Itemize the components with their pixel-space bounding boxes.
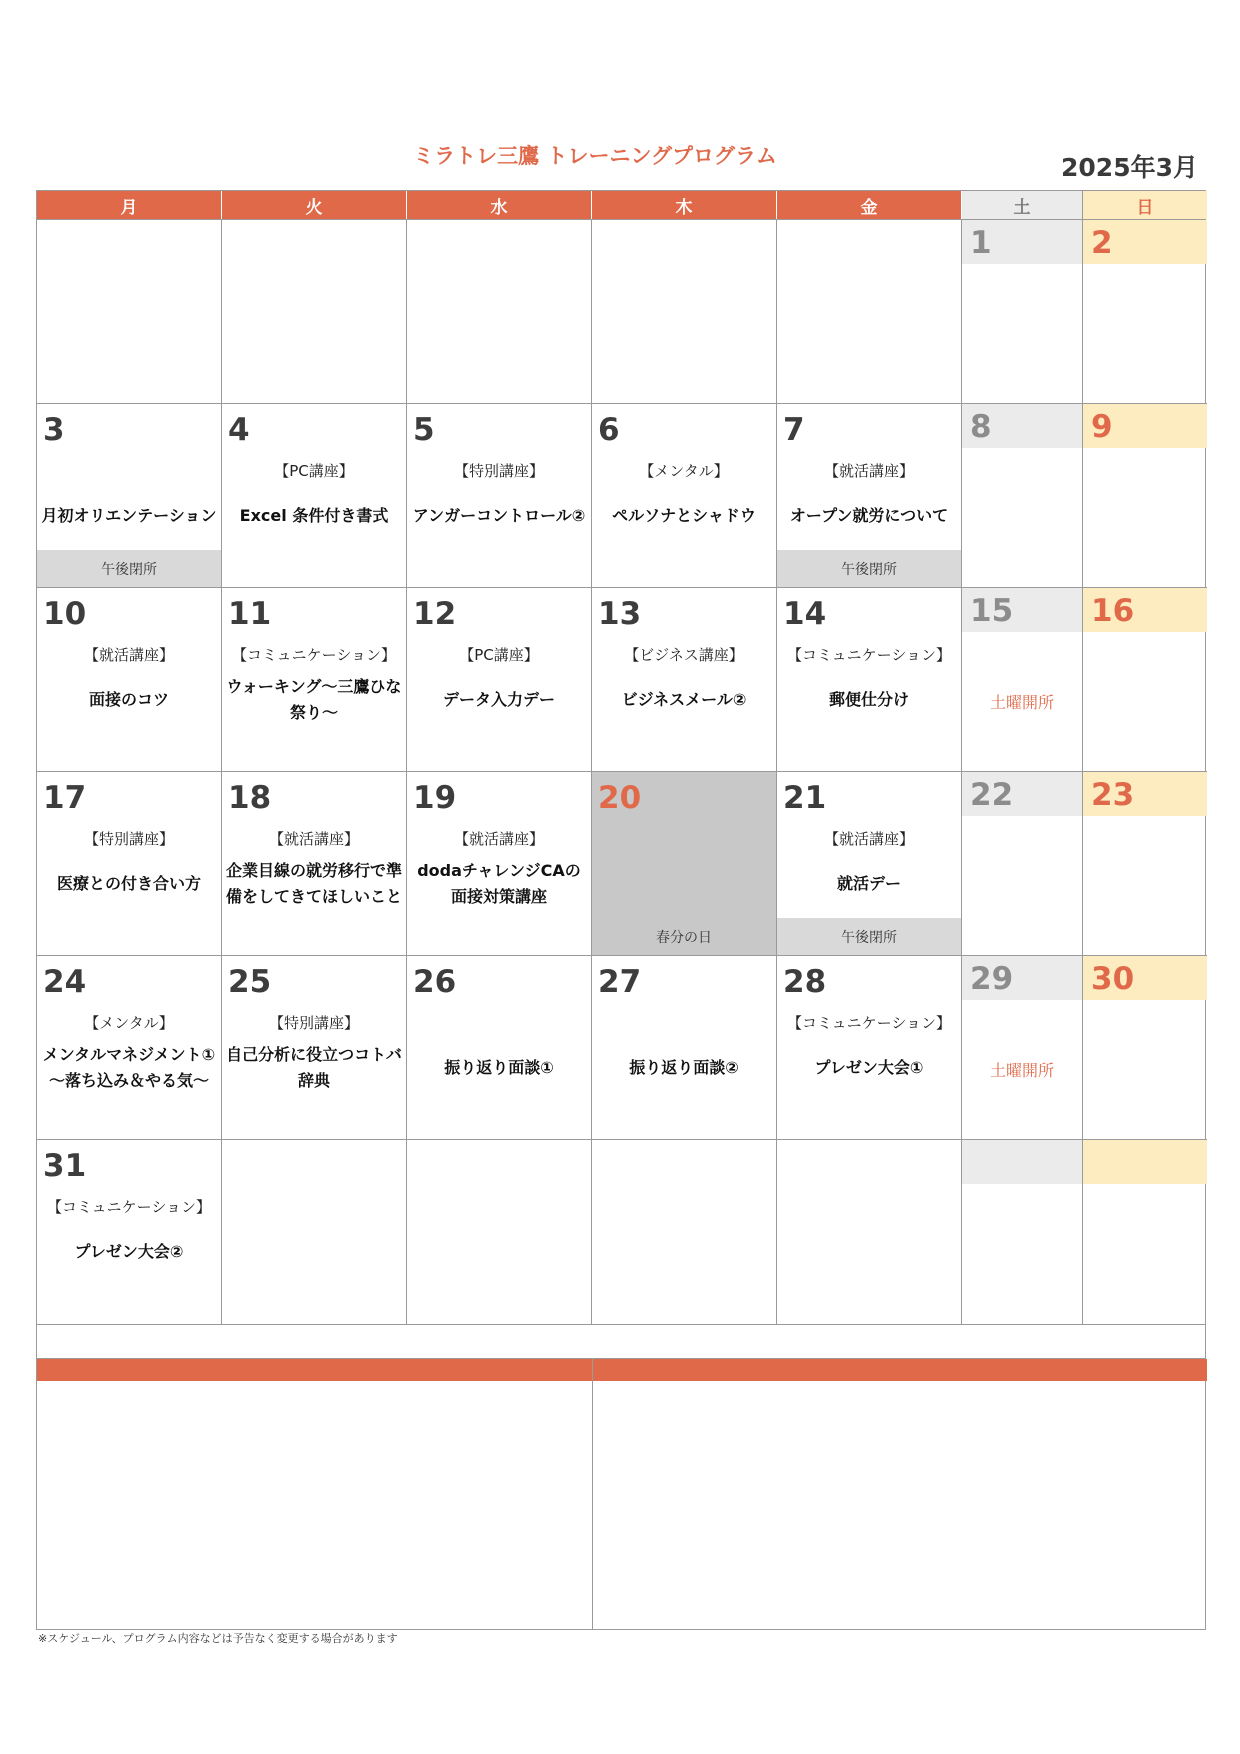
event-title: ウォーキング～三鷹ひな祭り～ <box>226 677 402 722</box>
closure-note: 春分の日 <box>656 929 712 946</box>
calendar-cell <box>37 956 222 1140</box>
calendar-grid <box>37 219 1205 1324</box>
event-category: 【コミュニケーション】 <box>786 1014 952 1032</box>
weekday-fri: 金 <box>777 191 962 219</box>
day-number: 21 <box>783 780 827 816</box>
notes-right-header <box>593 1359 1207 1381</box>
calendar-cell <box>407 588 592 772</box>
event-title: 振り返り面談② <box>629 1058 739 1077</box>
event-title: 企業目線の就労移行で準備をしてきてほしいこと <box>226 861 403 906</box>
event-category: 【PC講座】 <box>274 462 354 480</box>
weekday-sat: 土 <box>962 191 1083 219</box>
calendar-cell <box>222 772 407 956</box>
event-title: メンタルマネジメント①～落ち込み＆やる気～ <box>42 1045 216 1090</box>
day-number: 19 <box>413 780 457 816</box>
day-number: 20 <box>598 780 642 816</box>
event-title: アンガーコントロール② <box>412 506 586 525</box>
event-category: 【メンタル】 <box>639 462 729 480</box>
calendar-cell <box>37 220 222 404</box>
calendar-cell <box>222 588 407 772</box>
calendar-cell <box>222 956 407 1140</box>
event-category: 【コミュニケーション】 <box>46 1198 212 1216</box>
notes-left-body <box>37 1381 592 1629</box>
calendar-cell <box>37 1140 222 1324</box>
calendar-cell <box>407 956 592 1140</box>
calendar-cell <box>962 772 1083 956</box>
event-category: 【就活講座】 <box>823 830 914 848</box>
saturday-open-note: 土曜開所 <box>989 693 1054 712</box>
event-category: 【特別講座】 <box>453 462 544 480</box>
day-number: 14 <box>783 596 827 632</box>
event-title: オープン就労について <box>789 506 949 525</box>
calendar-cell <box>1083 772 1207 956</box>
event-title: 面接のコツ <box>88 690 169 709</box>
day-number: 26 <box>413 964 457 1000</box>
calendar-cell <box>1083 956 1207 1140</box>
calendar-cell <box>37 404 222 588</box>
event-category: 【特別講座】 <box>268 1014 359 1032</box>
event-category: 【メンタル】 <box>84 1014 174 1032</box>
footnote: ※スケジュール、プログラム内容などは予告なく変更する場合があります <box>38 1632 398 1645</box>
weekend-band <box>1083 956 1207 1000</box>
event-title: 振り返り面談① <box>444 1058 554 1077</box>
event-title: プレゼン大会② <box>74 1242 184 1261</box>
weekend-band <box>1083 220 1207 264</box>
weekday-mon: 月 <box>37 191 222 219</box>
calendar-cell <box>777 404 962 588</box>
day-number: 5 <box>413 412 435 448</box>
calendar-cell <box>962 588 1083 772</box>
day-number: 31 <box>43 1148 87 1184</box>
event-title: プレゼン大会① <box>814 1058 924 1077</box>
calendar-cell <box>592 772 777 956</box>
day-number: 23 <box>1091 777 1135 813</box>
notes-right <box>593 1359 1207 1629</box>
page-title: ミラトレ三鷹 トレーニングプログラム <box>413 144 777 168</box>
weekend-band <box>962 220 1082 264</box>
notes-left-header <box>37 1359 592 1381</box>
day-number: 4 <box>228 412 250 448</box>
calendar-cell <box>777 220 962 404</box>
day-number: 1 <box>970 225 992 261</box>
day-number: 12 <box>413 596 457 632</box>
notes-left <box>37 1359 593 1629</box>
weekend-band <box>962 1140 1082 1184</box>
calendar-cell <box>592 220 777 404</box>
weekend-band <box>962 956 1082 1000</box>
calendar-cell <box>777 956 962 1140</box>
calendar-spacer-row <box>37 1324 1205 1358</box>
day-number: 25 <box>228 964 272 1000</box>
day-number: 18 <box>228 780 272 816</box>
calendar <box>36 190 1206 1630</box>
weekend-band <box>1083 772 1207 816</box>
calendar-cell <box>222 220 407 404</box>
event-title: データ入力デー <box>442 690 555 709</box>
day-number: 11 <box>228 596 272 632</box>
weekend-band <box>1083 588 1207 632</box>
event-title: 自己分析に役立つコトバ辞典 <box>226 1045 402 1090</box>
calendar-cell <box>592 588 777 772</box>
calendar-cell <box>777 588 962 772</box>
day-number: 10 <box>43 596 87 632</box>
weekday-wed: 水 <box>407 191 592 219</box>
calendar-cell <box>962 404 1083 588</box>
event-title: 月初オリエンテーション <box>41 506 217 525</box>
notes-area <box>37 1358 1205 1629</box>
calendar-cell <box>592 1140 777 1324</box>
event-category: 【コミュニケーション】 <box>231 646 397 664</box>
weekend-band <box>962 404 1082 448</box>
event-title: 就活デー <box>836 874 901 893</box>
day-number: 17 <box>43 780 87 816</box>
event-title: dodaチャレンジCAの面接対策講座 <box>417 861 581 906</box>
weekend-band <box>1083 1140 1207 1184</box>
weekday-tue: 火 <box>222 191 407 219</box>
calendar-cell <box>37 772 222 956</box>
weekday-sun: 日 <box>1083 191 1207 219</box>
calendar-cell <box>407 772 592 956</box>
day-number: 2 <box>1091 225 1113 261</box>
weekend-band <box>962 588 1082 632</box>
day-number: 24 <box>43 964 87 1000</box>
calendar-cell <box>1083 588 1207 772</box>
weekend-band <box>1083 404 1207 448</box>
day-number: 9 <box>1091 409 1113 445</box>
calendar-cell <box>407 220 592 404</box>
weekday-thu: 木 <box>592 191 777 219</box>
day-number: 29 <box>970 961 1014 997</box>
day-number: 16 <box>1091 593 1135 629</box>
day-number: 30 <box>1091 961 1135 997</box>
saturday-open-note: 土曜開所 <box>989 1061 1054 1080</box>
event-category: 【就活講座】 <box>83 646 174 664</box>
event-category: 【コミュニケーション】 <box>786 646 952 664</box>
day-number: 13 <box>598 596 642 632</box>
closure-note: 午後閉所 <box>37 550 221 587</box>
calendar-cell <box>407 404 592 588</box>
event-category: 【ビジネス講座】 <box>624 646 744 664</box>
day-number: 8 <box>970 409 992 445</box>
calendar-cell <box>407 1140 592 1324</box>
event-title: Excel 条件付き書式 <box>239 506 389 525</box>
event-title: ビジネスメール② <box>621 690 747 709</box>
day-number: 7 <box>783 412 805 448</box>
calendar-cell <box>962 956 1083 1140</box>
closure-note: 午後閉所 <box>777 550 961 587</box>
calendar-cell <box>1083 404 1207 588</box>
calendar-cell <box>962 1140 1083 1324</box>
event-title: 郵便仕分け <box>828 690 909 709</box>
calendar-cell <box>1083 1140 1207 1324</box>
calendar-cell <box>222 1140 407 1324</box>
day-number: 3 <box>43 412 65 448</box>
event-category: 【PC講座】 <box>459 646 539 664</box>
calendar-cell <box>962 220 1083 404</box>
event-category: 【就活講座】 <box>453 830 544 848</box>
calendar-cell <box>777 1140 962 1324</box>
weekend-band <box>962 772 1082 816</box>
weekday-header <box>37 191 1205 219</box>
event-category: 【特別講座】 <box>83 830 174 848</box>
notes-right-body <box>593 1381 1207 1629</box>
calendar-cell <box>37 588 222 772</box>
calendar-cell <box>777 772 962 956</box>
calendar-cell <box>1083 220 1207 404</box>
calendar-cell <box>222 404 407 588</box>
event-category: 【就活講座】 <box>823 462 914 480</box>
event-title: ペルソナとシャドウ <box>612 506 756 525</box>
closure-note: 午後閉所 <box>777 918 961 955</box>
day-number: 22 <box>970 777 1014 813</box>
event-title: 医療との付き合い方 <box>56 874 201 893</box>
day-number: 15 <box>970 593 1014 629</box>
day-number: 27 <box>598 964 642 1000</box>
day-number: 28 <box>783 964 827 1000</box>
month-label: 2025年3月 <box>1061 153 1198 182</box>
calendar-cell <box>592 404 777 588</box>
day-number: 6 <box>598 412 620 448</box>
event-category: 【就活講座】 <box>268 830 359 848</box>
calendar-cell <box>592 956 777 1140</box>
